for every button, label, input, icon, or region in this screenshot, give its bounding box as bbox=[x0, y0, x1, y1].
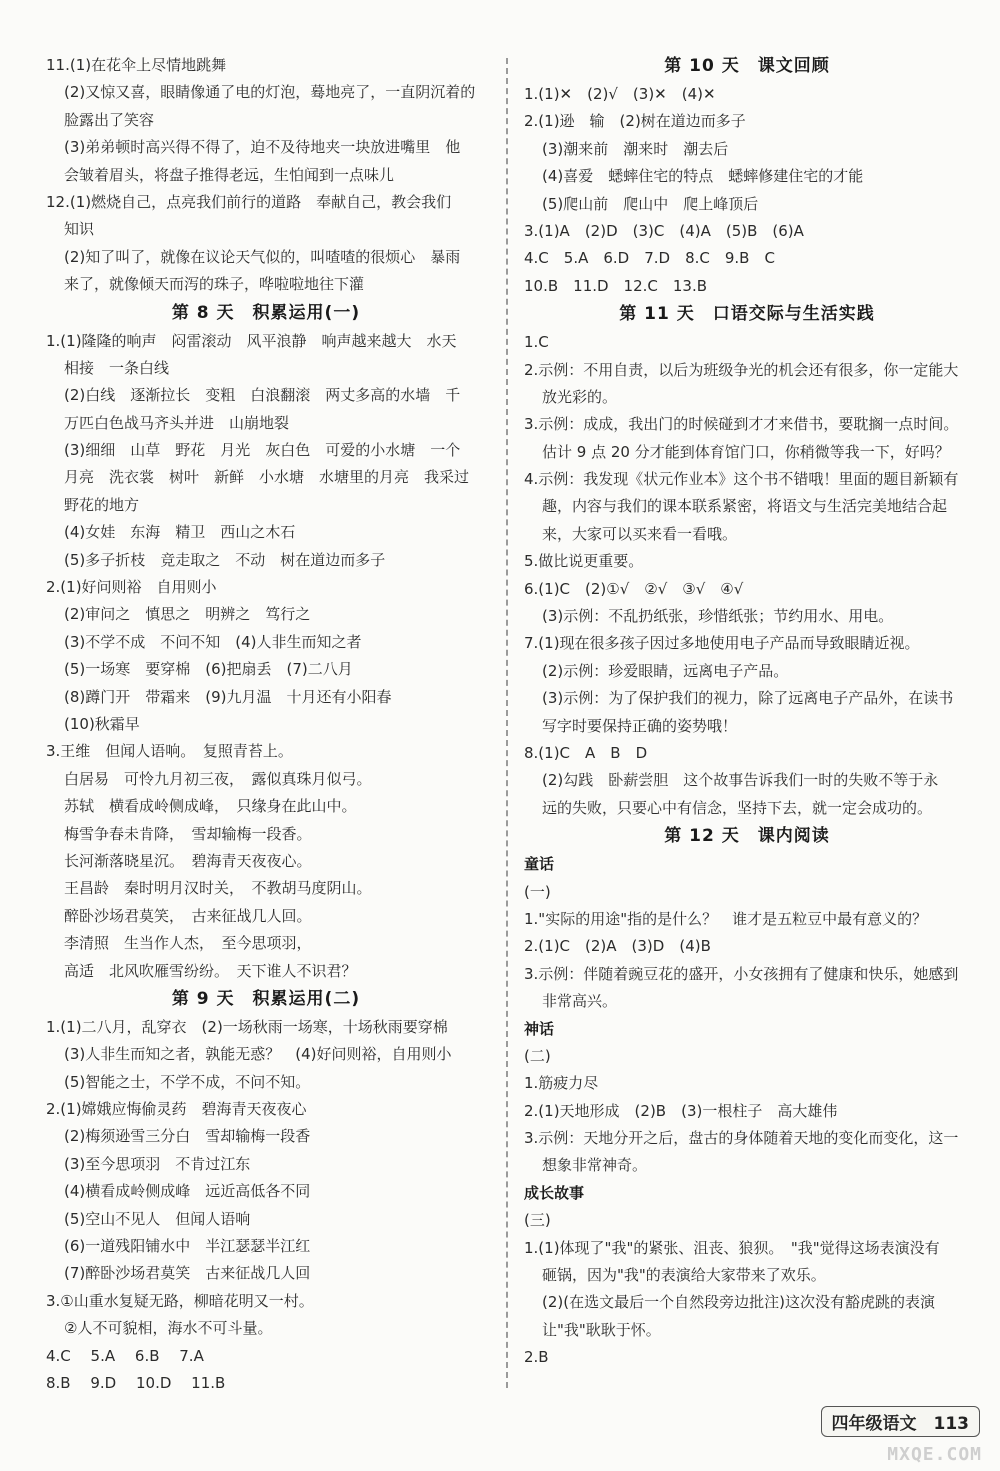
answer-line: (三) bbox=[524, 1211, 551, 1230]
answer-line: 2.(1)好问则裕 自用则小 bbox=[46, 578, 217, 597]
answer-line: (二) bbox=[524, 1046, 551, 1065]
answer-line: (5)多子折枝 竞走取之 不动 树在道边而多子 bbox=[64, 550, 386, 569]
answer-line: 2.(1)C (2)A (3)D (4)B bbox=[524, 937, 711, 956]
answer-line: 1.(1)体现了"我"的紧张、沮丧、狼狈。 "我"觉得这场表演没有 bbox=[524, 1238, 940, 1257]
answer-line: 1.(1)二八月，乱穿衣 (2)一场秋雨一场寒，十场秋雨要穿棉 bbox=[46, 1017, 448, 1036]
answer-line: (5)智能之士，不学不成，不问不知。 bbox=[64, 1072, 311, 1091]
answer-line: 高适 北风吹雁雪纷纷。 天下谁人不识君？ bbox=[64, 961, 357, 980]
subsection-title: 神话 bbox=[524, 1019, 555, 1038]
answer-line: 李清照 生当作人杰， 至今思项羽， bbox=[64, 934, 312, 953]
answer-line: 3.王维 但闻人语响。 复照青苔上。 bbox=[46, 742, 293, 761]
answer-line: (6)一道残阳铺水中 半江瑟瑟半江红 bbox=[64, 1237, 311, 1256]
answer-line: (5)爬山前 爬山中 爬上峰顶后 bbox=[542, 194, 759, 213]
subsection-title: 童话 bbox=[524, 855, 555, 874]
answer-line: (3)弟弟顿时高兴得不得了，迫不及待地夹一块放进嘴里 他 bbox=[64, 138, 461, 157]
answer-line: 砸锅，因为"我"的表演给大家带来了欢乐。 bbox=[542, 1266, 826, 1285]
site-watermark: MXQE.COM bbox=[887, 1444, 982, 1465]
answer-line: 3.示例：天地分开之后，盘古的身体随着天地的变化而变化，这一 bbox=[524, 1129, 959, 1148]
answer-line: (2)又惊又喜，眼睛像通了电的灯泡，蓦地亮了，一直阴沉着的 bbox=[64, 83, 476, 102]
answer-line: 2.(1)天地形成 (2)B (3)一根柱子 高大雄伟 bbox=[524, 1101, 838, 1120]
page-footer-label: 四年级语文 113 bbox=[821, 1406, 981, 1437]
answer-line: (3)示例：不乱扔纸张，珍惜纸张；节约用水、用电。 bbox=[542, 607, 894, 626]
right-column bbox=[524, 52, 970, 1372]
answer-line: 月亮 洗衣裳 树叶 新鲜 小水塘 水塘里的月亮 我采过 bbox=[64, 468, 470, 487]
answer-line: 3.示例：伴随着豌豆花的盛开，小女孩拥有了健康和快乐，她感到 bbox=[524, 964, 959, 983]
answer-line: (2)勾践 卧薪尝胆 这个故事告诉我们一时的失败不等于永 bbox=[542, 771, 939, 790]
answer-line: 8.B 9.D 10.D 11.B bbox=[46, 1373, 226, 1392]
answer-line: 王昌龄 秦时明月汉时关， 不教胡马度阴山。 bbox=[64, 879, 372, 898]
section-title: 第 8 天 积累运用(一) bbox=[171, 302, 361, 323]
answer-line: (2)白线 逐渐拉长 变粗 白浪翻滚 两丈多高的水墙 千 bbox=[64, 386, 461, 405]
answer-line: 醉卧沙场君莫笑， 古来征战几人回。 bbox=[64, 906, 312, 925]
left-column bbox=[46, 52, 486, 1397]
answer-line: (3)至今思项羽 不肯过江东 bbox=[64, 1154, 251, 1173]
answer-line: 1.(1)✕ (2)√ (3)✕ (4)✕ bbox=[524, 85, 716, 103]
answer-line: 相接 一条白线 bbox=[64, 358, 170, 377]
answer-line: (4)女娃 东海 精卫 西山之木石 bbox=[64, 523, 296, 542]
answer-line: (2)知了叫了，就像在议论天气似的，叫喳喳的很烦心 暴雨 bbox=[64, 247, 461, 266]
answer-line: (3)潮来前 潮来时 潮去后 bbox=[542, 139, 729, 158]
answer-line: 趣，内容与我们的课本联系紧密，将语文与生活完美地结合起 bbox=[542, 497, 948, 516]
answer-line: (2)梅须逊雪三分白 雪却输梅一段香 bbox=[64, 1127, 311, 1146]
answer-line: 3.①山重水复疑无路，柳暗花明又一村。 bbox=[46, 1291, 314, 1310]
answer-line: 苏轼 横看成岭侧成峰， 只缘身在此山中。 bbox=[64, 797, 357, 816]
answer-line: 1.筋疲力尽 bbox=[524, 1074, 599, 1093]
answer-line: (7)醉卧沙场君莫笑 古来征战几人回 bbox=[64, 1264, 311, 1283]
answer-line: 野花的地方 bbox=[64, 495, 140, 514]
answer-line: 10.B 11.D 12.C 13.B bbox=[524, 276, 708, 295]
answer-line: 万匹白色战马齐头并进 山崩地裂 bbox=[64, 413, 290, 432]
section-title: 第 9 天 积累运用(二) bbox=[171, 988, 361, 1009]
answer-line: 7.(1)现在很多孩子因过多地使用电子产品而导致眼睛近视。 bbox=[524, 634, 920, 653]
answer-line: 1.(1)隆隆的响声 闷雷滚动 风平浪静 响声越来越大 水天 bbox=[46, 331, 457, 350]
answer-line: 2.(1)逊 输 (2)树在道边而多子 bbox=[524, 112, 746, 131]
answer-line: 12.(1)燃烧自己，点亮我们前行的道路 奉献自己，教会我们 bbox=[46, 192, 452, 211]
answer-line: 4.示例：我发现《状元作业本》这个书不错哦！里面的题目新颖有 bbox=[524, 470, 959, 489]
answer-line: (3)细细 山草 野花 月光 灰白色 可爱的小水塘 一个 bbox=[64, 441, 461, 460]
answer-line: (3)人非生而知之者，孰能无惑？ (4)好问则裕，自用则小 bbox=[64, 1045, 452, 1064]
answer-line: 2.(1)嫦娥应悔偷灵药 碧海青天夜夜心 bbox=[46, 1100, 307, 1119]
answer-line: 2.B bbox=[524, 1348, 549, 1367]
answer-line: (2)示例：珍爱眼睛，远离电子产品。 bbox=[542, 661, 789, 680]
answer-line: 来，大家可以买来看一看哦。 bbox=[542, 524, 738, 543]
answer-line: 梅雪争春未肯降， 雪却输梅一段香。 bbox=[64, 824, 312, 843]
subsection-title: 成长故事 bbox=[524, 1183, 585, 1202]
answer-line: 长河渐落晓星沉。 碧海青天夜夜心。 bbox=[64, 851, 312, 870]
answer-line: 让"我"耿耿于怀。 bbox=[542, 1320, 661, 1339]
answer-line: 4.C 5.A 6.B 7.A bbox=[46, 1346, 204, 1365]
answer-line: 会皱着眉头，将盘子推得老远，生怕闻到一点味儿 bbox=[64, 165, 395, 184]
answer-line: 放光彩的。 bbox=[542, 387, 618, 406]
answer-line: 1."实际的用途"指的是什么？ 谁才是五粒豆中最有意义的？ bbox=[524, 909, 928, 928]
answer-line: (8)蹲门开 带霜来 (9)九月温 十月还有小阳春 bbox=[64, 687, 392, 706]
answer-line: (2)(在选文最后一个自然段旁边批注)这次没有豁虎跳的表演 bbox=[542, 1293, 935, 1312]
section-title: 第 12 天 课内阅读 bbox=[664, 826, 830, 847]
answer-line: 5.做比说更重要。 bbox=[524, 552, 644, 571]
answer-line: 来了，就像倾天而泻的珠子，哗啦啦地往下灌 bbox=[64, 275, 365, 294]
answer-line: 想象非常神奇。 bbox=[542, 1156, 648, 1175]
answer-line: (5)一场寒 要穿棉 (6)把扇丢 (7)二八月 bbox=[64, 660, 353, 679]
answer-line: 4.C 5.A 6.D 7.D 8.C 9.B C bbox=[524, 249, 775, 268]
answer-line: 11.(1)在花伞上尽情地跳舞 bbox=[46, 56, 227, 74]
answer-line: 8.(1)C A B D bbox=[524, 743, 648, 762]
answer-line: 估计 9 点 20 分才能到体育馆门口，你稍微等我一下，好吗？ bbox=[542, 442, 950, 461]
answer-line: (3)不学不成 不问不知 (4)人非生而知之者 bbox=[64, 632, 362, 651]
section-title: 第 11 天 口语交际与生活实践 bbox=[619, 304, 875, 325]
column-divider bbox=[506, 58, 508, 1388]
answer-line: 2.示例：不用自责，以后为班级争光的机会还有很多，你一定能大 bbox=[524, 360, 959, 379]
answer-line: (3)示例：为了保护我们的视力，除了远离电子产品外，在读书 bbox=[542, 689, 954, 708]
answer-line: (5)空山不见人 但闻人语响 bbox=[64, 1209, 251, 1228]
answer-line: 写字时要保持正确的姿势哦！ bbox=[542, 716, 738, 735]
answer-line: (4)横看成岭侧成峰 远近高低各不同 bbox=[64, 1182, 311, 1201]
section-title: 第 10 天 课文回顾 bbox=[664, 56, 830, 76]
answer-line: 6.(1)C (2)①√ ②√ ③√ ④√ bbox=[524, 579, 744, 598]
answer-line: 非常高兴。 bbox=[542, 992, 618, 1011]
answer-line: 白居易 可怜九月初三夜， 露似真珠月似弓。 bbox=[64, 769, 372, 788]
answer-line: (2)审问之 慎思之 明辨之 笃行之 bbox=[64, 605, 311, 624]
answer-line: ②人不可貌相，海水不可斗量。 bbox=[64, 1319, 273, 1338]
answer-line: 远的失败，只要心中有信念，坚持下去，就一定会成功的。 bbox=[542, 798, 933, 817]
answer-line: (4)喜爱 蟋蟀住宅的特点 蟋蟀修建住宅的才能 bbox=[542, 167, 864, 186]
answer-line: 3.示例：成成，我出门的时候碰到才才来借书，要耽搁一点时间。 bbox=[524, 415, 959, 434]
answer-line: 3.(1)A (2)D (3)C (4)A (5)B (6)A bbox=[524, 221, 804, 240]
answer-line: (一) bbox=[524, 882, 551, 901]
answer-line: (10)秋霜早 bbox=[64, 714, 140, 733]
answer-line: 脸露出了笑容 bbox=[64, 110, 155, 129]
answer-line: 知识 bbox=[64, 220, 95, 239]
answer-line: 1.C bbox=[524, 333, 549, 352]
